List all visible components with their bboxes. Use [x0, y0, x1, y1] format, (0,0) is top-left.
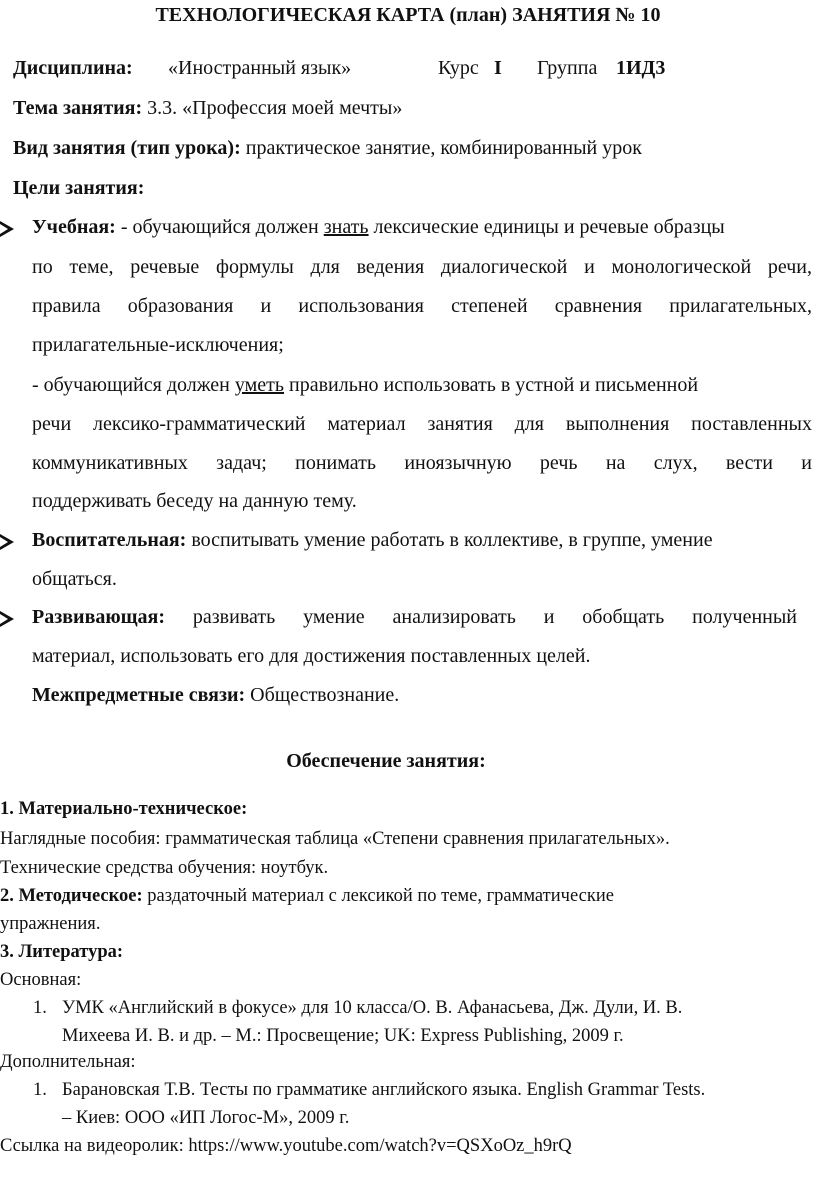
lesson-type-value: практическое занятие, комбинированный урок: [245, 137, 642, 159]
interdisciplinary-row: Межпредметные связи: Обществознание.: [32, 684, 400, 706]
extra-literature-label: Дополнительная:: [0, 1052, 136, 1072]
material-label: 1. Материально-техническое:: [0, 799, 248, 819]
upbringing-label: Воспитательная:: [32, 529, 187, 551]
upbringing-line-2: общаться.: [32, 568, 117, 590]
discipline-value: «Иностранный язык»: [168, 57, 352, 79]
extra-item-number: 1.: [33, 1080, 47, 1100]
video-link[interactable]: Ссылка на видеоролик: https://www.youtube.com/watch?v=QSXoOz_h9rQ: [0, 1136, 572, 1156]
method-line-2: упражнения.: [0, 914, 101, 934]
group-label: Группа: [537, 57, 598, 79]
goals-label: Цели занятия:: [13, 177, 145, 199]
upbringing-line-1: Воспитательная: воспитывать умение работать в коллективе, в группе, умение: [32, 529, 713, 551]
discipline-row: [13, 57, 133, 80]
educational-line-2: по теме, речевые формулы для ведения диалогической и монологической речи,: [32, 256, 812, 278]
page-title: ТЕХНОЛОГИЧЕСКАЯ КАРТА (план) ЗАНЯТИЯ № 10: [155, 4, 661, 26]
educational-line-3: правила образования и использования степеней сравнения прилагательных,: [32, 295, 812, 317]
course-label: Курс: [438, 57, 479, 79]
material-line-1: Наглядные пособия: грамматическая таблица «Степени сравнения прилагательных».: [0, 829, 670, 849]
interdisciplinary-label: Межпредметные связи:: [32, 684, 246, 706]
method-line-1: 2. Методическое: раздаточный материал с лексикой по теме, грамматические: [0, 886, 614, 906]
educational-line-7: коммуникативных задач; понимать иноязычную речь на слух, вести и: [32, 452, 812, 474]
method-label: 2. Методическое:: [0, 886, 143, 906]
developing-line-1: Развивающая: развивать умение анализировать и обобщать полученный: [32, 606, 798, 628]
lesson-type-label: Вид занятия (тип урока):: [13, 137, 241, 159]
discipline-label: Дисциплина:: [13, 57, 133, 79]
educational-label: Учебная:: [32, 216, 116, 238]
provision-heading: Обеспечение занятия:: [286, 750, 486, 772]
bullet-arrow-icon: [0, 534, 14, 550]
educational-line-8: поддерживать беседу на данную тему.: [32, 490, 357, 512]
developing-line-2: материал, использовать его для достижения поставленных целей.: [32, 645, 591, 667]
main-item-line-2: Михеева И. В. и др. – М.: Просвещение; UK: Express Publishing, 2009 г.: [62, 1026, 624, 1046]
course-value: I: [494, 57, 502, 79]
group-value: 1ИД3: [616, 57, 666, 79]
main-literature-label: Основная:: [0, 970, 82, 990]
educational-line-5: - обучающийся должен уметь правильно использовать в устной и письменной: [32, 374, 699, 396]
main-item-number: 1.: [33, 998, 47, 1018]
educational-line-1: Учебная: - обучающийся должен знать лексические единицы и речевые образцы: [32, 216, 725, 238]
extra-item-line-1: Барановская Т.В. Тесты по грамматике английского языка. English Grammar Tests.: [62, 1080, 706, 1100]
material-line-2: Технические средства обучения: ноутбук.: [0, 858, 329, 878]
extra-item-line-2: – Киев: ООО «ИП Логос-М», 2009 г.: [62, 1108, 350, 1128]
bullet-arrow-icon: [0, 611, 14, 627]
developing-label: Развивающая:: [32, 606, 166, 628]
lesson-type-row: [13, 137, 642, 160]
topic-label: Тема занятия:: [13, 97, 143, 119]
educational-line-6: речи лексико-грамматический материал занятия для выполнения поставленных: [32, 413, 812, 435]
topic-value: 3.3. «Профессия моей мечты»: [147, 97, 403, 119]
literature-label: 3. Литература:: [0, 942, 124, 962]
educational-line-4: прилагательные-исключения;: [32, 334, 284, 356]
bullet-arrow-icon: [0, 221, 14, 237]
topic-row: [13, 97, 402, 120]
main-item-line-1: УМК «Английский в фокусе» для 10 класса/О. В. Афанасьева, Дж. Дули, И. В.: [62, 998, 683, 1018]
